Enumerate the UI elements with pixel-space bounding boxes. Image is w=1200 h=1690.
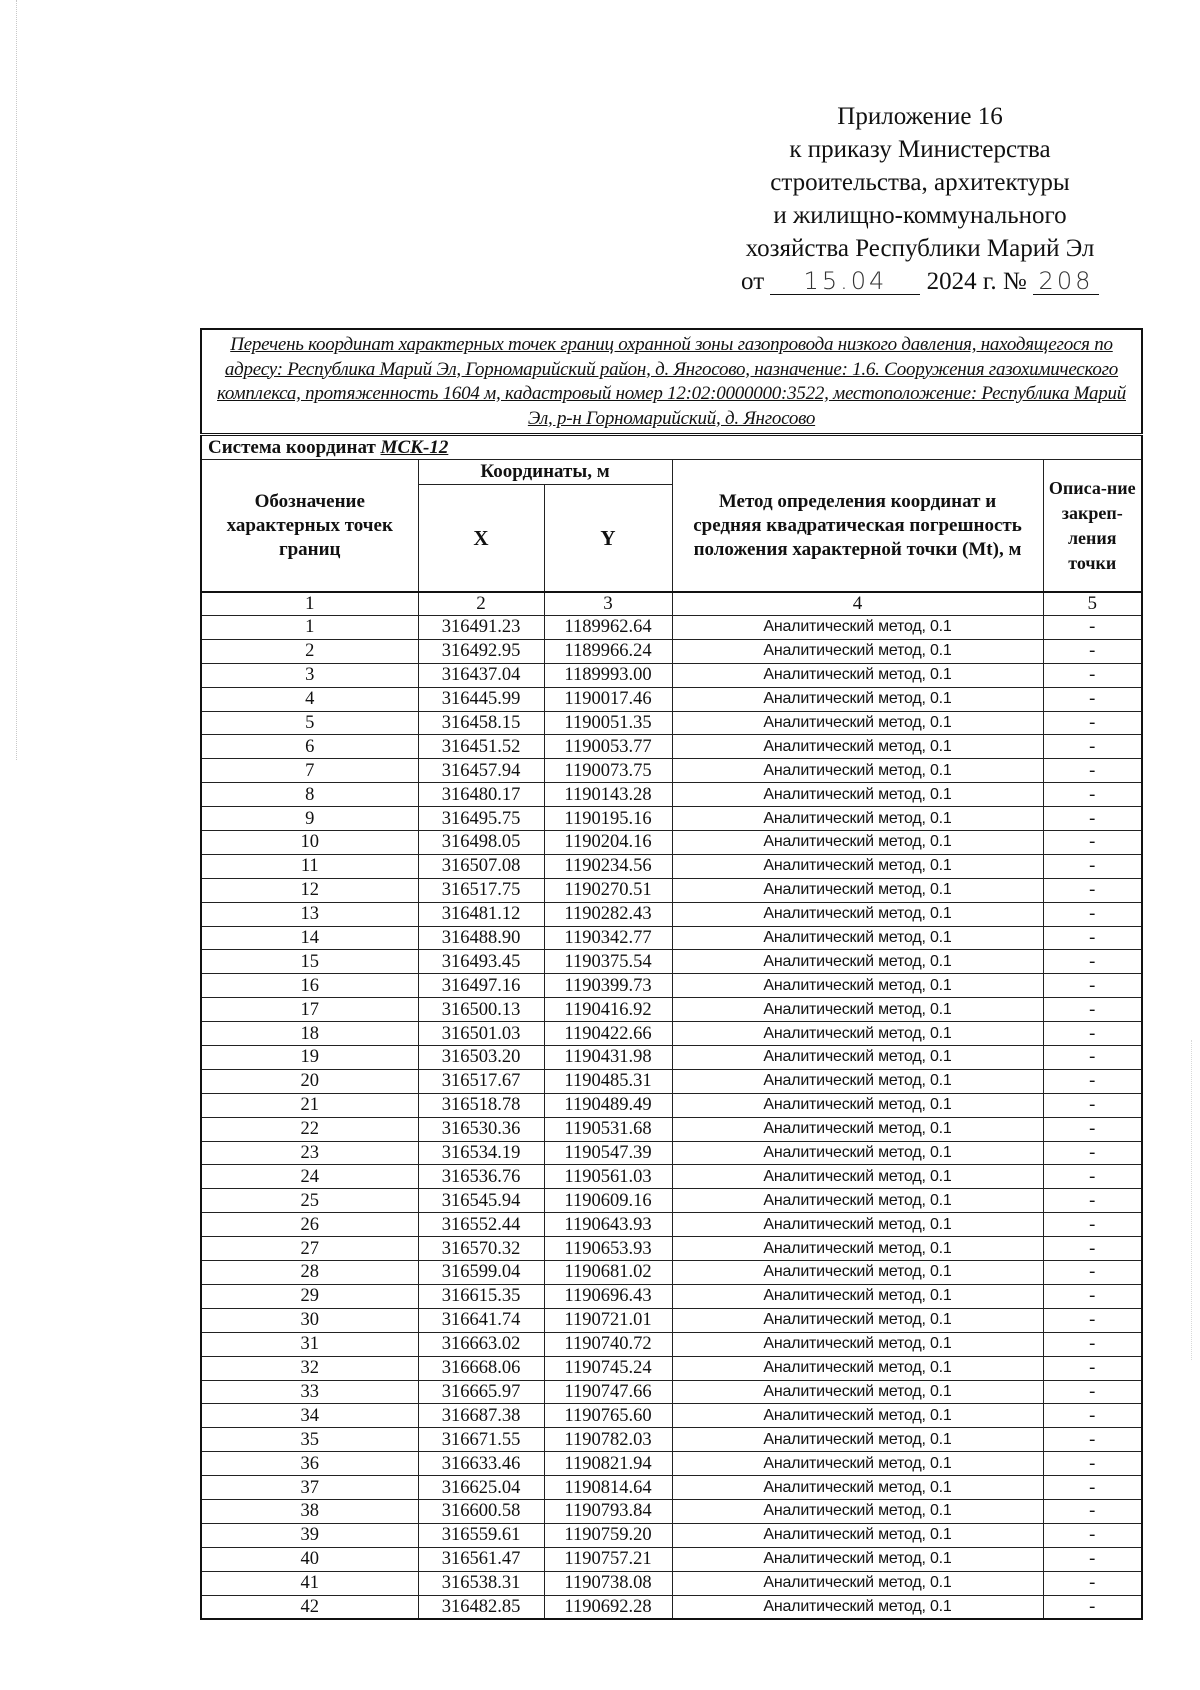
table-title-row (201, 329, 1142, 435)
y-coordinate-cell: 1190759.20 (544, 1523, 672, 1547)
x-coordinate-cell: 316500.13 (418, 998, 544, 1022)
point-id-cell: 22 (201, 1117, 418, 1141)
point-id-cell: 7 (201, 759, 418, 783)
table-row (201, 616, 1142, 640)
header-row (201, 460, 1142, 485)
x-coordinate-cell: 316625.04 (418, 1476, 544, 1500)
x-coordinate-cell: 316687.38 (418, 1404, 544, 1428)
table-row (201, 926, 1142, 950)
description-cell: - (1043, 1117, 1142, 1141)
column-number: 2 (418, 592, 544, 616)
point-id-cell: 32 (201, 1356, 418, 1380)
description-cell: - (1043, 1141, 1142, 1165)
method-cell: Аналитический метод, 0.1 (672, 1189, 1043, 1213)
y-coordinate-cell: 1190204.16 (544, 831, 672, 855)
table-row (201, 1189, 1142, 1213)
y-coordinate-cell: 1190814.64 (544, 1476, 672, 1500)
y-coordinate-cell: 1189993.00 (544, 663, 672, 687)
point-id-cell: 35 (201, 1428, 418, 1452)
y-coordinate-cell: 1190696.43 (544, 1284, 672, 1308)
table-row (201, 1523, 1142, 1547)
table-row (201, 1332, 1142, 1356)
coordinate-system (201, 435, 1142, 460)
description-cell: - (1043, 1046, 1142, 1070)
method-cell: Аналитический метод, 0.1 (672, 687, 1043, 711)
method-cell: Аналитический метод, 0.1 (672, 1380, 1043, 1404)
point-id-cell: 16 (201, 974, 418, 998)
header-y: Y (544, 485, 672, 593)
coordinates-table (200, 328, 1143, 1620)
x-coordinate-cell: 316599.04 (418, 1261, 544, 1285)
point-id-cell: 26 (201, 1213, 418, 1237)
method-cell: Аналитический метод, 0.1 (672, 1356, 1043, 1380)
x-coordinate-cell: 316559.61 (418, 1523, 544, 1547)
x-coordinate-cell: 316451.52 (418, 735, 544, 759)
y-coordinate-cell: 1190017.46 (544, 687, 672, 711)
table-row (201, 1165, 1142, 1189)
x-coordinate-cell: 316495.75 (418, 807, 544, 831)
point-id-cell: 20 (201, 1069, 418, 1093)
description-cell: - (1043, 1571, 1142, 1595)
method-cell: Аналитический метод, 0.1 (672, 1332, 1043, 1356)
method-cell: Аналитический метод, 0.1 (672, 1523, 1043, 1547)
table-row (201, 1284, 1142, 1308)
description-cell: - (1043, 1452, 1142, 1476)
appendix-line: хозяйства Республики Марий Эл (745, 235, 1095, 262)
x-coordinate-cell: 316545.94 (418, 1189, 544, 1213)
x-coordinate-cell: 316482.85 (418, 1595, 544, 1619)
description-cell: - (1043, 998, 1142, 1022)
method-cell: Аналитический метод, 0.1 (672, 1595, 1043, 1619)
method-cell: Аналитический метод, 0.1 (672, 807, 1043, 831)
description-cell: - (1043, 639, 1142, 663)
method-cell: Аналитический метод, 0.1 (672, 902, 1043, 926)
x-coordinate-cell: 316665.97 (418, 1380, 544, 1404)
point-id-cell: 31 (201, 1332, 418, 1356)
scan-artifact-line (1191, 1040, 1192, 1360)
y-coordinate-cell: 1190399.73 (544, 974, 672, 998)
table-row (201, 1499, 1142, 1523)
table-row (201, 854, 1142, 878)
point-id-cell: 42 (201, 1595, 418, 1619)
point-id-cell: 38 (201, 1499, 418, 1523)
x-coordinate-cell: 316518.78 (418, 1093, 544, 1117)
description-cell: - (1043, 926, 1142, 950)
y-coordinate-cell: 1190531.68 (544, 1117, 672, 1141)
table-row (201, 1046, 1142, 1070)
method-cell: Аналитический метод, 0.1 (672, 711, 1043, 735)
table-row (201, 807, 1142, 831)
method-cell: Аналитический метод, 0.1 (672, 1117, 1043, 1141)
y-coordinate-cell: 1190757.21 (544, 1547, 672, 1571)
x-coordinate-cell: 316615.35 (418, 1284, 544, 1308)
x-coordinate-cell: 316445.99 (418, 687, 544, 711)
table-row (201, 1547, 1142, 1571)
header-x: X (418, 485, 544, 593)
point-id-cell: 28 (201, 1261, 418, 1285)
table-row (201, 1213, 1142, 1237)
description-cell: - (1043, 831, 1142, 855)
description-cell: - (1043, 1237, 1142, 1261)
y-coordinate-cell: 1190609.16 (544, 1189, 672, 1213)
y-coordinate-cell: 1189962.64 (544, 616, 672, 640)
description-cell: - (1043, 1165, 1142, 1189)
point-id-cell: 5 (201, 711, 418, 735)
description-cell: - (1043, 783, 1142, 807)
description-cell: - (1043, 950, 1142, 974)
y-coordinate-cell: 1190721.01 (544, 1308, 672, 1332)
x-coordinate-cell: 316570.32 (418, 1237, 544, 1261)
method-cell: Аналитический метод, 0.1 (672, 950, 1043, 974)
description-cell: - (1043, 1380, 1142, 1404)
point-id-cell: 14 (201, 926, 418, 950)
method-cell: Аналитический метод, 0.1 (672, 663, 1043, 687)
y-coordinate-cell: 1190431.98 (544, 1046, 672, 1070)
year-text: 2024 г. № (926, 268, 1027, 295)
point-id-cell: 13 (201, 902, 418, 926)
table-row (201, 1093, 1142, 1117)
x-coordinate-cell: 316498.05 (418, 831, 544, 855)
table-row (201, 1261, 1142, 1285)
point-id-cell: 2 (201, 639, 418, 663)
method-cell: Аналитический метод, 0.1 (672, 831, 1043, 855)
handwritten-order-number: 208 (1033, 268, 1099, 295)
method-cell: Аналитический метод, 0.1 (672, 998, 1043, 1022)
header-coordinates: Координаты, м (418, 460, 672, 485)
table-row (201, 1308, 1142, 1332)
table-row (201, 902, 1142, 926)
appendix-line: строительства, архитектуры (770, 169, 1070, 196)
header-description: Описа-ние закреп-ления точки (1043, 460, 1142, 593)
x-coordinate-cell: 316600.58 (418, 1499, 544, 1523)
table-row (201, 639, 1142, 663)
x-coordinate-cell: 316491.23 (418, 616, 544, 640)
x-coordinate-cell: 316480.17 (418, 783, 544, 807)
scan-artifact-line (16, 0, 17, 760)
table-row (201, 711, 1142, 735)
y-coordinate-cell: 1190561.03 (544, 1165, 672, 1189)
x-coordinate-cell: 316641.74 (418, 1308, 544, 1332)
appendix-line: Приложение 16 (837, 103, 1003, 130)
method-cell: Аналитический метод, 0.1 (672, 1165, 1043, 1189)
point-id-cell: 10 (201, 831, 418, 855)
y-coordinate-cell: 1189966.24 (544, 639, 672, 663)
description-cell: - (1043, 1284, 1142, 1308)
point-id-cell: 33 (201, 1380, 418, 1404)
handwritten-date: 15.04 (770, 268, 920, 295)
table-row (201, 831, 1142, 855)
description-cell: - (1043, 735, 1142, 759)
x-coordinate-cell: 316663.02 (418, 1332, 544, 1356)
method-cell: Аналитический метод, 0.1 (672, 783, 1043, 807)
table-row (201, 1069, 1142, 1093)
table-row (201, 1117, 1142, 1141)
method-cell: Аналитический метод, 0.1 (672, 926, 1043, 950)
table-row (201, 1404, 1142, 1428)
description-cell: - (1043, 759, 1142, 783)
point-id-cell: 36 (201, 1452, 418, 1476)
y-coordinate-cell: 1190782.03 (544, 1428, 672, 1452)
header-method: Метод определения координат и средняя квадратическая погрешность положения характерной точки (Mt), м (672, 460, 1043, 593)
description-cell: - (1043, 807, 1142, 831)
y-coordinate-cell: 1190745.24 (544, 1356, 672, 1380)
method-cell: Аналитический метод, 0.1 (672, 1213, 1043, 1237)
y-coordinate-cell: 1190489.49 (544, 1093, 672, 1117)
y-coordinate-cell: 1190653.93 (544, 1237, 672, 1261)
table-row (201, 1380, 1142, 1404)
x-coordinate-cell: 316534.19 (418, 1141, 544, 1165)
point-id-cell: 18 (201, 1022, 418, 1046)
method-cell: Аналитический метод, 0.1 (672, 854, 1043, 878)
description-cell: - (1043, 1022, 1142, 1046)
table-row (201, 974, 1142, 998)
x-coordinate-cell: 316458.15 (418, 711, 544, 735)
description-cell: - (1043, 878, 1142, 902)
method-cell: Аналитический метод, 0.1 (672, 1093, 1043, 1117)
x-coordinate-cell: 316517.75 (418, 878, 544, 902)
y-coordinate-cell: 1190692.28 (544, 1595, 672, 1619)
y-coordinate-cell: 1190747.66 (544, 1380, 672, 1404)
date-prefix: от (741, 268, 765, 295)
description-cell: - (1043, 1476, 1142, 1500)
point-id-cell: 30 (201, 1308, 418, 1332)
coordinate-system-value: МСК-12 (380, 436, 449, 458)
x-coordinate-cell: 316538.31 (418, 1571, 544, 1595)
method-cell: Аналитический метод, 0.1 (672, 735, 1043, 759)
point-id-cell: 8 (201, 783, 418, 807)
y-coordinate-cell: 1190422.66 (544, 1022, 672, 1046)
column-number-row (201, 592, 1142, 616)
x-coordinate-cell: 316671.55 (418, 1428, 544, 1452)
x-coordinate-cell: 316437.04 (418, 663, 544, 687)
x-coordinate-cell: 316530.36 (418, 1117, 544, 1141)
point-id-cell: 11 (201, 854, 418, 878)
point-id-cell: 12 (201, 878, 418, 902)
point-id-cell: 19 (201, 1046, 418, 1070)
table-row (201, 1428, 1142, 1452)
y-coordinate-cell: 1190793.84 (544, 1499, 672, 1523)
table-row (201, 1356, 1142, 1380)
y-coordinate-cell: 1190270.51 (544, 878, 672, 902)
description-cell: - (1043, 902, 1142, 926)
method-cell: Аналитический метод, 0.1 (672, 1499, 1043, 1523)
x-coordinate-cell: 316497.16 (418, 974, 544, 998)
table-row (201, 783, 1142, 807)
y-coordinate-cell: 1190765.60 (544, 1404, 672, 1428)
x-coordinate-cell: 316552.44 (418, 1213, 544, 1237)
y-coordinate-cell: 1190234.56 (544, 854, 672, 878)
method-cell: Аналитический метод, 0.1 (672, 1022, 1043, 1046)
method-cell: Аналитический метод, 0.1 (672, 639, 1043, 663)
method-cell: Аналитический метод, 0.1 (672, 1404, 1043, 1428)
method-cell: Аналитический метод, 0.1 (672, 1547, 1043, 1571)
point-id-cell: 15 (201, 950, 418, 974)
x-coordinate-cell: 316481.12 (418, 902, 544, 926)
coordinate-system-label: Система координат (208, 436, 376, 458)
point-id-cell: 24 (201, 1165, 418, 1189)
x-coordinate-cell: 316633.46 (418, 1452, 544, 1476)
description-cell: - (1043, 663, 1142, 687)
y-coordinate-cell: 1190143.28 (544, 783, 672, 807)
y-coordinate-cell: 1190053.77 (544, 735, 672, 759)
method-cell: Аналитический метод, 0.1 (672, 1308, 1043, 1332)
order-date-line (690, 265, 1150, 298)
x-coordinate-cell: 316561.47 (418, 1547, 544, 1571)
method-cell: Аналитический метод, 0.1 (672, 878, 1043, 902)
description-cell: - (1043, 1213, 1142, 1237)
point-id-cell: 29 (201, 1284, 418, 1308)
description-cell: - (1043, 974, 1142, 998)
description-cell: - (1043, 711, 1142, 735)
y-coordinate-cell: 1190740.72 (544, 1332, 672, 1356)
y-coordinate-cell: 1190051.35 (544, 711, 672, 735)
description-cell: - (1043, 1428, 1142, 1452)
x-coordinate-cell: 316503.20 (418, 1046, 544, 1070)
description-cell: - (1043, 616, 1142, 640)
point-id-cell: 25 (201, 1189, 418, 1213)
description-cell: - (1043, 1499, 1142, 1523)
x-coordinate-cell: 316536.76 (418, 1165, 544, 1189)
header-point: Обозначение характерных точек границ (201, 460, 418, 593)
x-coordinate-cell: 316507.08 (418, 854, 544, 878)
table-row (201, 1595, 1142, 1619)
method-cell: Аналитический метод, 0.1 (672, 1428, 1043, 1452)
x-coordinate-cell: 316493.45 (418, 950, 544, 974)
y-coordinate-cell: 1190681.02 (544, 1261, 672, 1285)
description-cell: - (1043, 1261, 1142, 1285)
description-cell: - (1043, 1308, 1142, 1332)
method-cell: Аналитический метод, 0.1 (672, 1069, 1043, 1093)
method-cell: Аналитический метод, 0.1 (672, 759, 1043, 783)
y-coordinate-cell: 1190416.92 (544, 998, 672, 1022)
point-id-cell: 1 (201, 616, 418, 640)
column-number: 1 (201, 592, 418, 616)
point-id-cell: 37 (201, 1476, 418, 1500)
table-title: Перечень координат характерных точек границ охранной зоны газопровода низкого давления, находящегося по адресу: Республика Марий Эл, Горномарийский район, д. Янгосово, назначение: 1.6. Сооружения газохимического комплекса, протяженность 1604 м, кадастровый номер 12:02:0000000:3522, местоположение: Республика Марий Эл, р-н Горномарийский, д. Янгосово (201, 329, 1142, 435)
point-id-cell: 34 (201, 1404, 418, 1428)
x-coordinate-cell: 316501.03 (418, 1022, 544, 1046)
description-cell: - (1043, 1069, 1142, 1093)
method-cell: Аналитический метод, 0.1 (672, 1476, 1043, 1500)
point-id-cell: 9 (201, 807, 418, 831)
table-row (201, 1476, 1142, 1500)
table-row (201, 1452, 1142, 1476)
method-cell: Аналитический метод, 0.1 (672, 1141, 1043, 1165)
y-coordinate-cell: 1190821.94 (544, 1452, 672, 1476)
description-cell: - (1043, 854, 1142, 878)
y-coordinate-cell: 1190738.08 (544, 1571, 672, 1595)
appendix-header (690, 100, 1150, 298)
x-coordinate-cell: 316492.95 (418, 639, 544, 663)
y-coordinate-cell: 1190342.77 (544, 926, 672, 950)
method-cell: Аналитический метод, 0.1 (672, 1261, 1043, 1285)
point-id-cell: 27 (201, 1237, 418, 1261)
point-id-cell: 6 (201, 735, 418, 759)
y-coordinate-cell: 1190282.43 (544, 902, 672, 926)
description-cell: - (1043, 1547, 1142, 1571)
table-row (201, 1141, 1142, 1165)
method-cell: Аналитический метод, 0.1 (672, 1571, 1043, 1595)
method-cell: Аналитический метод, 0.1 (672, 1237, 1043, 1261)
table-row (201, 1571, 1142, 1595)
y-coordinate-cell: 1190073.75 (544, 759, 672, 783)
description-cell: - (1043, 1404, 1142, 1428)
method-cell: Аналитический метод, 0.1 (672, 974, 1043, 998)
table-row (201, 759, 1142, 783)
method-cell: Аналитический метод, 0.1 (672, 1284, 1043, 1308)
point-id-cell: 41 (201, 1571, 418, 1595)
x-coordinate-cell: 316668.06 (418, 1356, 544, 1380)
point-id-cell: 39 (201, 1523, 418, 1547)
table-row (201, 1237, 1142, 1261)
description-cell: - (1043, 1332, 1142, 1356)
coordinate-system-row (201, 435, 1142, 460)
point-id-cell: 17 (201, 998, 418, 1022)
point-id-cell: 3 (201, 663, 418, 687)
point-id-cell: 23 (201, 1141, 418, 1165)
table-row (201, 735, 1142, 759)
y-coordinate-cell: 1190375.54 (544, 950, 672, 974)
x-coordinate-cell: 316457.94 (418, 759, 544, 783)
y-coordinate-cell: 1190485.31 (544, 1069, 672, 1093)
description-cell: - (1043, 687, 1142, 711)
point-id-cell: 21 (201, 1093, 418, 1117)
description-cell: - (1043, 1595, 1142, 1619)
table-row (201, 663, 1142, 687)
y-coordinate-cell: 1190547.39 (544, 1141, 672, 1165)
y-coordinate-cell: 1190195.16 (544, 807, 672, 831)
table-row (201, 687, 1142, 711)
description-cell: - (1043, 1356, 1142, 1380)
table-row (201, 950, 1142, 974)
column-number: 3 (544, 592, 672, 616)
table-row (201, 1022, 1142, 1046)
point-id-cell: 4 (201, 687, 418, 711)
description-cell: - (1043, 1523, 1142, 1547)
description-cell: - (1043, 1093, 1142, 1117)
y-coordinate-cell: 1190643.93 (544, 1213, 672, 1237)
point-id-cell: 40 (201, 1547, 418, 1571)
method-cell: Аналитический метод, 0.1 (672, 616, 1043, 640)
x-coordinate-cell: 316517.67 (418, 1069, 544, 1093)
column-number: 5 (1043, 592, 1142, 616)
description-cell: - (1043, 1189, 1142, 1213)
method-cell: Аналитический метод, 0.1 (672, 1046, 1043, 1070)
appendix-line: и жилищно-коммунального (773, 202, 1067, 229)
table-row (201, 998, 1142, 1022)
column-number: 4 (672, 592, 1043, 616)
method-cell: Аналитический метод, 0.1 (672, 1452, 1043, 1476)
table-row (201, 878, 1142, 902)
appendix-line: к приказу Министерства (789, 136, 1051, 163)
x-coordinate-cell: 316488.90 (418, 926, 544, 950)
